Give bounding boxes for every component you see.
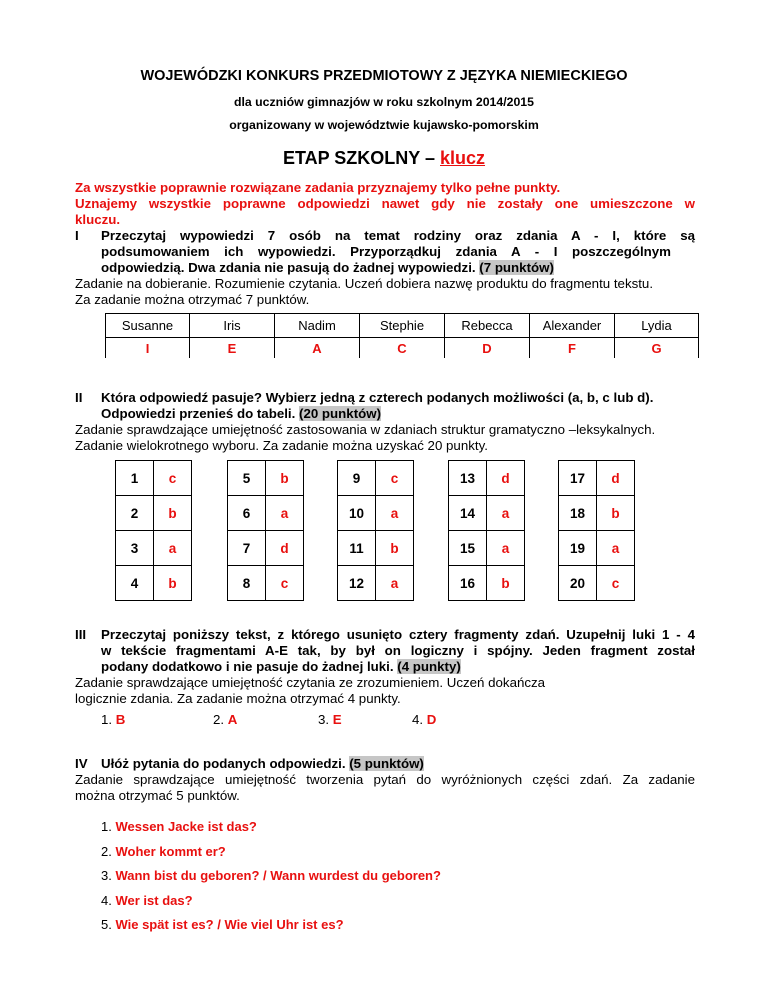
question-number-cell: 19 (559, 531, 597, 566)
answer-letter-cell: d (266, 531, 304, 566)
table-row (449, 566, 525, 601)
table-row (338, 531, 414, 566)
question-number-cell: 3 (116, 531, 154, 566)
section-3-points: (4 punkty) (397, 659, 461, 674)
section-4-description-line-2: można otrzymać 5 punktów. (75, 788, 240, 803)
section-3-description-line-2: logicznie zdania. Za zadanie można otrzymać 4 punkty. (75, 691, 401, 706)
answer-cell: E (190, 338, 275, 359)
section-2-points: (20 punktów) (299, 406, 382, 421)
section-2-instruction-line-1: Która odpowiedź pasuje? Wybierz jedną z czterech podanych możliwości (a, b, c lub d). (101, 390, 654, 405)
answer-letter-cell: b (487, 566, 525, 601)
answer-letter-cell: a (376, 496, 414, 531)
answer-letter-cell: c (376, 461, 414, 496)
section-1-instruction-line-3 (101, 260, 554, 276)
question-number-cell: 16 (449, 566, 487, 601)
answer-value: A (227, 712, 238, 727)
answer-value: Woher kommt er? (115, 843, 226, 859)
answer-cell: A (275, 338, 360, 359)
question-number-cell: 17 (559, 461, 597, 496)
answer-number: 2. (101, 843, 112, 859)
answer-letter-cell: b (154, 496, 192, 531)
section-2-number: II (75, 390, 83, 405)
contest-subtitle-region: organizowany w województwie kujawsko-pomorskim (229, 118, 539, 132)
answer-cell: F (530, 338, 615, 359)
table-row (228, 496, 304, 531)
question-number-cell: 8 (228, 566, 266, 601)
answer-grid (558, 460, 635, 601)
section-3-description-line-1: Zadanie sprawdzające umiejętność czytania ze zrozumieniem. Uczeń dokańcza (75, 675, 546, 690)
answer-number: 4. (412, 712, 424, 727)
question-number-cell: 4 (116, 566, 154, 601)
answer-letter-cell: a (266, 496, 304, 531)
answer-letter-cell: c (266, 566, 304, 601)
answer-letter-cell: a (154, 531, 192, 566)
question-number-cell: 6 (228, 496, 266, 531)
answer-value: D (426, 712, 437, 727)
answer-letter-cell: b (266, 461, 304, 496)
question-number-cell: 18 (559, 496, 597, 531)
table-row (116, 566, 192, 601)
answer-value: Wessen Jacke ist das? (115, 819, 257, 834)
answer-number: 3. (318, 712, 330, 727)
name-cell: Susanne (106, 314, 190, 338)
table-row (559, 496, 635, 531)
question-number-cell: 20 (559, 566, 597, 601)
answer-letter-cell: c (597, 566, 635, 601)
section-3-answer-3 (318, 712, 342, 728)
section-4-answer-list (101, 819, 441, 942)
section-3-answer-2 (213, 712, 237, 728)
list-item (101, 893, 441, 918)
table-row (116, 531, 192, 566)
name-cell: Stephie (360, 314, 445, 338)
list-item (101, 819, 441, 844)
stage-label: ETAP SZKOLNY – (282, 148, 440, 168)
answer-value: E (332, 712, 342, 727)
section-4-points: (5 punktów) (349, 756, 424, 771)
table-row (338, 566, 414, 601)
name-cell: Lydia (615, 314, 699, 338)
table-row (338, 496, 414, 531)
answer-grid (227, 460, 304, 601)
question-number-cell: 15 (449, 531, 487, 566)
table-row (228, 461, 304, 496)
section-3-instruction-line-2: w tekście fragmentami A-E tak, by był on logiczny i spójny. Jeden fragment został (101, 643, 695, 658)
answer-letter-cell: b (154, 566, 192, 601)
intro-line-2: Uznajemy wszystkie poprawne odpowiedzi nawet gdy nie zostały one umieszczone w (75, 196, 695, 211)
table-row (449, 496, 525, 531)
table-row (228, 531, 304, 566)
section-1-description-line-2: Za zadanie można otrzymać 7 punktów. (75, 292, 310, 307)
answer-cell: G (615, 338, 699, 359)
intro-line-1: Za wszystkie poprawnie rozwiązane zadania przyznajemy tylko pełne punkty. (75, 180, 561, 195)
section-1-description-line-1: Zadanie na dobieranie. Rozumienie czytania. Uczeń dobiera nazwę produktu do fragmentu tekstu. (75, 276, 654, 291)
section-2-instruction-line-2 (101, 406, 381, 422)
section-3-number: III (75, 627, 87, 642)
section-2-description-line-1: Zadanie sprawdzające umiejętność zastosowania w zdaniach struktur gramatyczno –leksykalnych. (75, 422, 656, 437)
question-number-cell: 11 (338, 531, 376, 566)
stage-key-label: klucz (440, 148, 486, 168)
section-3-answer-4 (412, 712, 436, 728)
answer-letter-cell: d (597, 461, 635, 496)
answer-value: B (115, 712, 126, 727)
list-item (101, 844, 441, 869)
answer-number: 2. (213, 712, 225, 727)
answer-letter-cell: c (154, 461, 192, 496)
answers-row (106, 338, 699, 359)
answer-cell: I (106, 338, 190, 359)
answer-grid (448, 460, 525, 601)
question-number-cell: 5 (228, 461, 266, 496)
answer-number: 1. (101, 819, 112, 834)
answer-number: 5. (101, 917, 112, 933)
section-1-answer-table (105, 313, 699, 358)
section-1-points: (7 punktów) (479, 260, 554, 275)
contest-title: WOJEWÓDZKI KONKURS PRZEDMIOTOWY Z JĘZYKA NIEMIECKIEGO (140, 68, 628, 84)
section-2-instruction-text: Odpowiedzi przenieś do tabeli. (101, 406, 296, 421)
table-row (559, 566, 635, 601)
name-cell: Alexander (530, 314, 615, 338)
section-1-number: I (75, 228, 79, 243)
name-cell: Nadim (275, 314, 360, 338)
section-4-number: IV (75, 756, 88, 771)
section-3-instruction-line-1: Przeczytaj poniższy tekst, z którego usunięto cztery fragmenty zdań. Uzupełnij luki 1 - 4 (101, 627, 695, 642)
question-number-cell: 12 (338, 566, 376, 601)
section-3-instruction-text: podany dodatkowo i nie pasuje do żadnej luki. (101, 659, 394, 674)
section-3-answer-1 (101, 712, 125, 728)
section-4-instruction (101, 756, 424, 772)
answer-cell: D (445, 338, 530, 359)
names-row (106, 314, 699, 338)
table-row (559, 461, 635, 496)
table-row (228, 566, 304, 601)
contest-subtitle-school-year: dla uczniów gimnazjów w roku szkolnym 2014/2015 (233, 95, 534, 109)
answer-grid (115, 460, 192, 601)
table-row (116, 461, 192, 496)
answer-letter-cell: a (376, 566, 414, 601)
name-cell: Rebecca (445, 314, 530, 338)
answer-letter-cell: a (487, 496, 525, 531)
table-row (338, 461, 414, 496)
answer-value: Wer ist das? (115, 892, 193, 908)
section-4-description-line-1: Zadanie sprawdzające umiejętność tworzenia pytań do wyróżnionych części zdań. Za zadanie (75, 772, 695, 787)
stage-heading (0, 148, 768, 169)
answer-value: Wann bist du geboren? / Wann wurdest du geboren? (115, 868, 441, 884)
answer-letter-cell: a (487, 531, 525, 566)
question-number-cell: 2 (116, 496, 154, 531)
answer-value: Wie spät ist es? / Wie viel Uhr ist es? (115, 917, 344, 933)
table-row (116, 496, 192, 531)
intro-line-3: kluczu. (75, 212, 121, 227)
answer-cell: C (360, 338, 445, 359)
question-number-cell: 10 (338, 496, 376, 531)
question-number-cell: 1 (116, 461, 154, 496)
name-cell: Iris (190, 314, 275, 338)
table-row (449, 531, 525, 566)
question-number-cell: 13 (449, 461, 487, 496)
section-4-instruction-text: Ułóż pytania do podanych odpowiedzi. (101, 756, 346, 771)
answer-number: 1. (101, 712, 113, 727)
answer-letter-cell: b (597, 496, 635, 531)
answer-letter-cell: a (597, 531, 635, 566)
list-item (101, 868, 441, 893)
section-3-instruction-line-3 (101, 659, 461, 675)
section-1-instruction-line-1: Przeczytaj wypowiedzi 7 osób na temat rodziny oraz zdania A - I, które są (101, 228, 695, 243)
question-number-cell: 9 (338, 461, 376, 496)
answer-letter-cell: d (487, 461, 525, 496)
list-item (101, 917, 441, 942)
answer-number: 4. (101, 892, 112, 908)
table-row (449, 461, 525, 496)
section-1-instruction-text: odpowiedzią. Dwa zdania nie pasują do żadnej wypowiedzi. (101, 260, 476, 275)
question-number-cell: 7 (228, 531, 266, 566)
table-row (559, 531, 635, 566)
question-number-cell: 14 (449, 496, 487, 531)
answer-number: 3. (101, 868, 112, 884)
section-1-instruction-line-2: podsumowaniem ich wypowiedzi. Przyporządkuj zdania A - I poszczególnym (101, 244, 671, 259)
answer-letter-cell: b (376, 531, 414, 566)
section-2-description-line-2: Zadanie wielokrotnego wyboru. Za zadanie można uzyskać 20 punkty. (75, 438, 488, 453)
answer-grid (337, 460, 414, 601)
